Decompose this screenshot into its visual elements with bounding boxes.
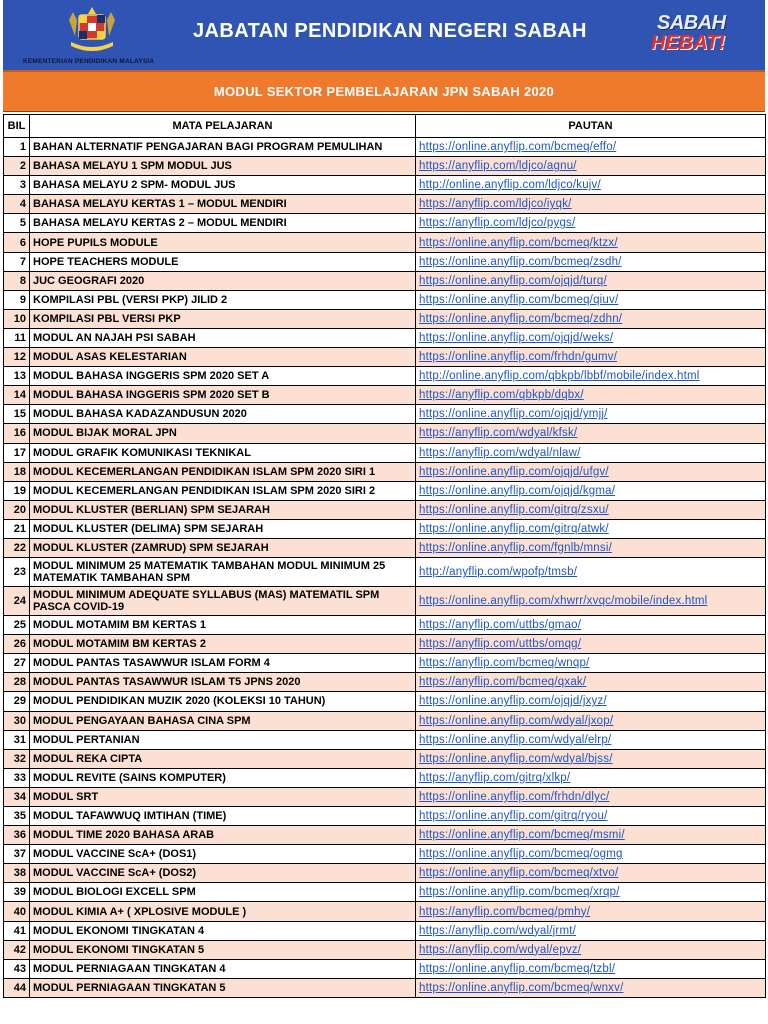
module-subject: MODUL BIOLOGI EXCELL SPM bbox=[30, 883, 416, 902]
module-link[interactable]: https://anyflip.com/wdyal/kfsk/ bbox=[416, 424, 766, 443]
module-subject: JUC GEOGRAFI 2020 bbox=[30, 271, 416, 290]
module-subject: HOPE PUPILS MODULE bbox=[30, 233, 416, 252]
table-row bbox=[4, 978, 766, 997]
table-row bbox=[4, 157, 766, 176]
module-subject: MODUL PERNIAGAAN TINGKATAN 5 bbox=[30, 978, 416, 997]
module-subject: MODUL KLUSTER (DELIMA) SPM SEJARAH bbox=[30, 519, 416, 538]
table-row bbox=[4, 864, 766, 883]
column-header-link: PAUTAN bbox=[416, 115, 766, 138]
row-number: 28 bbox=[4, 673, 30, 692]
row-number: 41 bbox=[4, 921, 30, 940]
table-row bbox=[4, 749, 766, 768]
module-subject: MODUL EKONOMI TINGKATAN 5 bbox=[30, 940, 416, 959]
module-link[interactable]: https://online.anyflip.com/bcmeq/ktzx/ bbox=[416, 233, 766, 252]
table-row bbox=[4, 902, 766, 921]
row-number: 14 bbox=[4, 386, 30, 405]
module-link[interactable]: https://online.anyflip.com/bcmeq/xtvo/ bbox=[416, 864, 766, 883]
table-row bbox=[4, 787, 766, 806]
module-subject: MODUL BIJAK MORAL JPN bbox=[30, 424, 416, 443]
table-row bbox=[4, 176, 766, 195]
agency-title: JABATAN PENDIDIKAN NEGERI SABAH bbox=[193, 20, 587, 42]
module-subject: MODUL MOTAMIM BM KERTAS 1 bbox=[30, 616, 416, 635]
module-link[interactable]: https://anyflip.com/qbkpb/dqbx/ bbox=[416, 386, 766, 405]
module-link[interactable]: https://online.anyflip.com/bcmeq/wnxv/ bbox=[416, 978, 766, 997]
row-number: 21 bbox=[4, 519, 30, 538]
row-number: 22 bbox=[4, 538, 30, 557]
module-link[interactable]: https://online.anyflip.com/bcmeq/tzbl/ bbox=[416, 959, 766, 978]
row-number: 5 bbox=[4, 214, 30, 233]
table-row bbox=[4, 587, 766, 616]
module-subject: BAHASA MELAYU 2 SPM- MODUL JUS bbox=[30, 176, 416, 195]
table-row bbox=[4, 500, 766, 519]
table-row bbox=[4, 367, 766, 386]
module-subject: MODUL PANTAS TASAWWUR ISLAM FORM 4 bbox=[30, 654, 416, 673]
module-link[interactable]: https://online.anyflip.com/ojqjd/turq/ bbox=[416, 271, 766, 290]
module-subject: MODUL KECEMERLANGAN PENDIDIKAN ISLAM SPM 2020 SIRI 2 bbox=[30, 481, 416, 500]
row-number: 18 bbox=[4, 462, 30, 481]
module-subject: MODUL VACCINE ScA+ (DOS1) bbox=[30, 845, 416, 864]
row-number: 11 bbox=[4, 328, 30, 347]
module-link[interactable]: https://online.anyflip.com/bcmeq/zsdh/ bbox=[416, 252, 766, 271]
logo-top-text: SABAH bbox=[657, 12, 726, 34]
module-subject: KOMPILASI PBL (VERSI PKP) JILID 2 bbox=[30, 290, 416, 309]
row-number: 44 bbox=[4, 978, 30, 997]
table-row bbox=[4, 940, 766, 959]
row-number: 6 bbox=[4, 233, 30, 252]
module-link[interactable]: https://online.anyflip.com/bcmeq/ogmg bbox=[416, 845, 766, 864]
row-number: 25 bbox=[4, 616, 30, 635]
table-row bbox=[4, 730, 766, 749]
module-link[interactable]: https://online.anyflip.com/gitrq/atwk/ bbox=[416, 519, 766, 538]
coat-of-arms-icon bbox=[63, 6, 121, 54]
table-row bbox=[4, 328, 766, 347]
module-subject: KOMPILASI PBL VERSI PKP bbox=[30, 309, 416, 328]
table-row bbox=[4, 673, 766, 692]
row-number: 39 bbox=[4, 883, 30, 902]
module-link[interactable]: https://online.anyflip.com/wdyal/bjss/ bbox=[416, 749, 766, 768]
module-subject: MODUL PENDIDIKAN MUZIK 2020 (KOLEKSI 10 TAHUN) bbox=[30, 692, 416, 711]
row-number: 3 bbox=[4, 176, 30, 195]
module-link[interactable]: http://online.anyflip.com/qbkpb/lbbf/mobile/index.html bbox=[416, 367, 766, 386]
module-link[interactable]: https://anyflip.com/ldjco/pygs/ bbox=[416, 214, 766, 233]
module-subject: HOPE TEACHERS MODULE bbox=[30, 252, 416, 271]
table-row bbox=[4, 711, 766, 730]
table-row bbox=[4, 921, 766, 940]
module-link[interactable]: https://online.anyflip.com/wdyal/jxop/ bbox=[416, 711, 766, 730]
row-number: 17 bbox=[4, 443, 30, 462]
module-link[interactable]: https://anyflip.com/wdyal/nlaw/ bbox=[416, 443, 766, 462]
module-link[interactable]: https://anyflip.com/gitrq/xlkp/ bbox=[416, 768, 766, 787]
row-number: 26 bbox=[4, 635, 30, 654]
module-subject: MODUL AN NAJAH PSI SABAH bbox=[30, 328, 416, 347]
table-row bbox=[4, 214, 766, 233]
module-link[interactable]: http://online.anyflip.com/ldjco/kujv/ bbox=[416, 176, 766, 195]
table-row bbox=[4, 195, 766, 214]
row-number: 7 bbox=[4, 252, 30, 271]
row-number: 30 bbox=[4, 711, 30, 730]
module-link[interactable]: https://online.anyflip.com/bcmeq/zdhn/ bbox=[416, 309, 766, 328]
column-header-subject: MATA PELAJARAN bbox=[30, 115, 416, 138]
module-link[interactable]: https://anyflip.com/wdyal/epvz/ bbox=[416, 940, 766, 959]
table-row bbox=[4, 443, 766, 462]
module-link[interactable]: https://online.anyflip.com/ojqjd/ufgv/ bbox=[416, 462, 766, 481]
module-link[interactable]: https://online.anyflip.com/gitrq/zsxu/ bbox=[416, 500, 766, 519]
module-link[interactable]: https://online.anyflip.com/frhdn/dlyc/ bbox=[416, 787, 766, 806]
table-row bbox=[4, 290, 766, 309]
row-number: 23 bbox=[4, 558, 30, 587]
module-subject: MODUL KLUSTER (BERLIAN) SPM SEJARAH bbox=[30, 500, 416, 519]
module-subject: MODUL KIMIA A+ ( XPLOSIVE MODULE ) bbox=[30, 902, 416, 921]
table-row bbox=[4, 424, 766, 443]
row-number: 32 bbox=[4, 749, 30, 768]
module-subject: BAHAN ALTERNATIF PENGAJARAN BAGI PROGRAM PEMULIHAN bbox=[30, 138, 416, 157]
row-number: 40 bbox=[4, 902, 30, 921]
row-number: 29 bbox=[4, 692, 30, 711]
module-subject: MODUL VACCINE ScA+ (DOS2) bbox=[30, 864, 416, 883]
module-link[interactable]: https://online.anyflip.com/ojqjd/weks/ bbox=[416, 328, 766, 347]
module-link[interactable]: https://online.anyflip.com/ojqjd/ymjj/ bbox=[416, 405, 766, 424]
module-link[interactable]: https://online.anyflip.com/bcmeq/msmi/ bbox=[416, 826, 766, 845]
module-subject: BAHASA MELAYU 1 SPM MODUL JUS bbox=[30, 157, 416, 176]
module-subject: MODUL PERNIAGAAN TINGKATAN 4 bbox=[30, 959, 416, 978]
row-number: 38 bbox=[4, 864, 30, 883]
row-number: 34 bbox=[4, 787, 30, 806]
row-number: 1 bbox=[4, 138, 30, 157]
module-subject: MODUL PENGAYAAN BAHASA CINA SPM bbox=[30, 711, 416, 730]
table-row bbox=[4, 616, 766, 635]
row-number: 31 bbox=[4, 730, 30, 749]
header-banner bbox=[3, 0, 765, 70]
row-number: 42 bbox=[4, 940, 30, 959]
row-number: 35 bbox=[4, 807, 30, 826]
module-subject: MODUL EKONOMI TINGKATAN 4 bbox=[30, 921, 416, 940]
module-link[interactable]: https://anyflip.com/bcmeq/pmhy/ bbox=[416, 902, 766, 921]
table-body bbox=[4, 138, 766, 998]
module-subject: BAHASA MELAYU KERTAS 2 – MODUL MENDIRI bbox=[30, 214, 416, 233]
row-number: 13 bbox=[4, 367, 30, 386]
row-number: 36 bbox=[4, 826, 30, 845]
module-subject: MODUL REVITE (SAINS KOMPUTER) bbox=[30, 768, 416, 787]
table-row bbox=[4, 692, 766, 711]
table-row bbox=[4, 635, 766, 654]
table-row bbox=[4, 807, 766, 826]
module-link[interactable]: https://online.anyflip.com/bcmeq/xrqp/ bbox=[416, 883, 766, 902]
table-header-row bbox=[4, 115, 766, 138]
table-row bbox=[4, 826, 766, 845]
row-number: 4 bbox=[4, 195, 30, 214]
module-subject: MODUL ASAS KELESTARIAN bbox=[30, 348, 416, 367]
module-subject: MODUL KLUSTER (ZAMRUD) SPM SEJARAH bbox=[30, 538, 416, 557]
table-row bbox=[4, 654, 766, 673]
logo-bottom-text: HEBAT! bbox=[651, 32, 726, 54]
module-subject: MODUL PANTAS TASAWWUR ISLAM T5 JPNS 2020 bbox=[30, 673, 416, 692]
table-row bbox=[4, 558, 766, 587]
module-subject: MODUL MINIMUM ADEQUATE SYLLABUS (MAS) MATEMATIL SPM PASCA COVID-19 bbox=[30, 587, 416, 616]
row-number: 24 bbox=[4, 587, 30, 616]
table-row bbox=[4, 233, 766, 252]
module-link[interactable]: https://online.anyflip.com/fgnlb/mnsi/ bbox=[416, 538, 766, 557]
document-title: MODUL SEKTOR PEMBELAJARAN JPN SABAH 2020 bbox=[213, 84, 555, 99]
module-subject: MODUL SRT bbox=[30, 787, 416, 806]
module-link[interactable]: https://online.anyflip.com/bcmeq/effo/ bbox=[416, 138, 766, 157]
table-row bbox=[4, 883, 766, 902]
row-number: 15 bbox=[4, 405, 30, 424]
module-subject: MODUL BAHASA KADAZANDUSUN 2020 bbox=[30, 405, 416, 424]
table-row bbox=[4, 309, 766, 328]
row-number: 8 bbox=[4, 271, 30, 290]
table-row bbox=[4, 481, 766, 500]
module-subject: MODUL GRAFIK KOMUNIKASI TEKNIKAL bbox=[30, 443, 416, 462]
table-row bbox=[4, 386, 766, 405]
module-subject: BAHASA MELAYU KERTAS 1 – MODUL MENDIRI bbox=[30, 195, 416, 214]
module-subject: MODUL KECEMERLANGAN PENDIDIKAN ISLAM SPM 2020 SIRI 1 bbox=[30, 462, 416, 481]
table-row bbox=[4, 959, 766, 978]
module-link[interactable]: https://online.anyflip.com/xhwrr/xvqc/mobile/index.html bbox=[416, 587, 766, 616]
module-subject: MODUL PERTANIAN bbox=[30, 730, 416, 749]
row-number: 43 bbox=[4, 959, 30, 978]
row-number: 12 bbox=[4, 348, 30, 367]
module-link[interactable]: https://online.anyflip.com/gitrq/ryou/ bbox=[416, 807, 766, 826]
row-number: 27 bbox=[4, 654, 30, 673]
sabah-hebat-logo bbox=[651, 12, 743, 56]
module-subject: MODUL BAHASA INGGERIS SPM 2020 SET B bbox=[30, 386, 416, 405]
row-number: 33 bbox=[4, 768, 30, 787]
module-link[interactable]: https://anyflip.com/wdyal/jrmt/ bbox=[416, 921, 766, 940]
module-link[interactable]: https://anyflip.com/bcmeq/wnqp/ bbox=[416, 654, 766, 673]
module-subject: MODUL TAFAWWUQ IMTIHAN (TIME) bbox=[30, 807, 416, 826]
document-title-bar bbox=[3, 70, 765, 112]
table-row bbox=[4, 538, 766, 557]
module-link[interactable]: http://anyflip.com/wpofp/tmsb/ bbox=[416, 558, 766, 587]
module-link[interactable]: https://online.anyflip.com/ojqjd/jxyz/ bbox=[416, 692, 766, 711]
module-link[interactable]: https://anyflip.com/bcmeq/qxak/ bbox=[416, 673, 766, 692]
table-row bbox=[4, 405, 766, 424]
table-row bbox=[4, 462, 766, 481]
row-number: 10 bbox=[4, 309, 30, 328]
row-number: 37 bbox=[4, 845, 30, 864]
module-table bbox=[3, 114, 766, 998]
ministry-label: KEMENTERIAN PENDIDIKAN MALAYSIA bbox=[23, 58, 155, 65]
module-link[interactable]: https://anyflip.com/ldjco/agnu/ bbox=[416, 157, 766, 176]
row-number: 16 bbox=[4, 424, 30, 443]
row-number: 19 bbox=[4, 481, 30, 500]
module-subject: MODUL MINIMUM 25 MATEMATIK TAMBAHAN MODUL MINIMUM 25 MATEMATIK TAMBAHAN SPM bbox=[30, 558, 416, 587]
column-header-bil: BIL bbox=[4, 115, 30, 138]
module-link[interactable]: https://anyflip.com/ldjco/iyqk/ bbox=[416, 195, 766, 214]
module-subject: MODUL TIME 2020 BAHASA ARAB bbox=[30, 826, 416, 845]
module-link[interactable]: https://anyflip.com/uttbs/omqg/ bbox=[416, 635, 766, 654]
table-row bbox=[4, 845, 766, 864]
module-link[interactable]: https://online.anyflip.com/frhdn/gumv/ bbox=[416, 348, 766, 367]
module-link[interactable]: https://online.anyflip.com/ojqjd/kgma/ bbox=[416, 481, 766, 500]
module-link[interactable]: https://online.anyflip.com/wdyal/elrp/ bbox=[416, 730, 766, 749]
row-number: 20 bbox=[4, 500, 30, 519]
table-row bbox=[4, 768, 766, 787]
table-row bbox=[4, 348, 766, 367]
row-number: 2 bbox=[4, 157, 30, 176]
module-subject: MODUL REKA CIPTA bbox=[30, 749, 416, 768]
module-subject: MODUL BAHASA INGGERIS SPM 2020 SET A bbox=[30, 367, 416, 386]
module-link[interactable]: https://online.anyflip.com/bcmeq/qiuv/ bbox=[416, 290, 766, 309]
table-row bbox=[4, 271, 766, 290]
table-row bbox=[4, 519, 766, 538]
module-subject: MODUL MOTAMIM BM KERTAS 2 bbox=[30, 635, 416, 654]
row-number: 9 bbox=[4, 290, 30, 309]
table-row bbox=[4, 138, 766, 157]
table-row bbox=[4, 252, 766, 271]
module-link[interactable]: https://anyflip.com/uttbs/gmao/ bbox=[416, 616, 766, 635]
